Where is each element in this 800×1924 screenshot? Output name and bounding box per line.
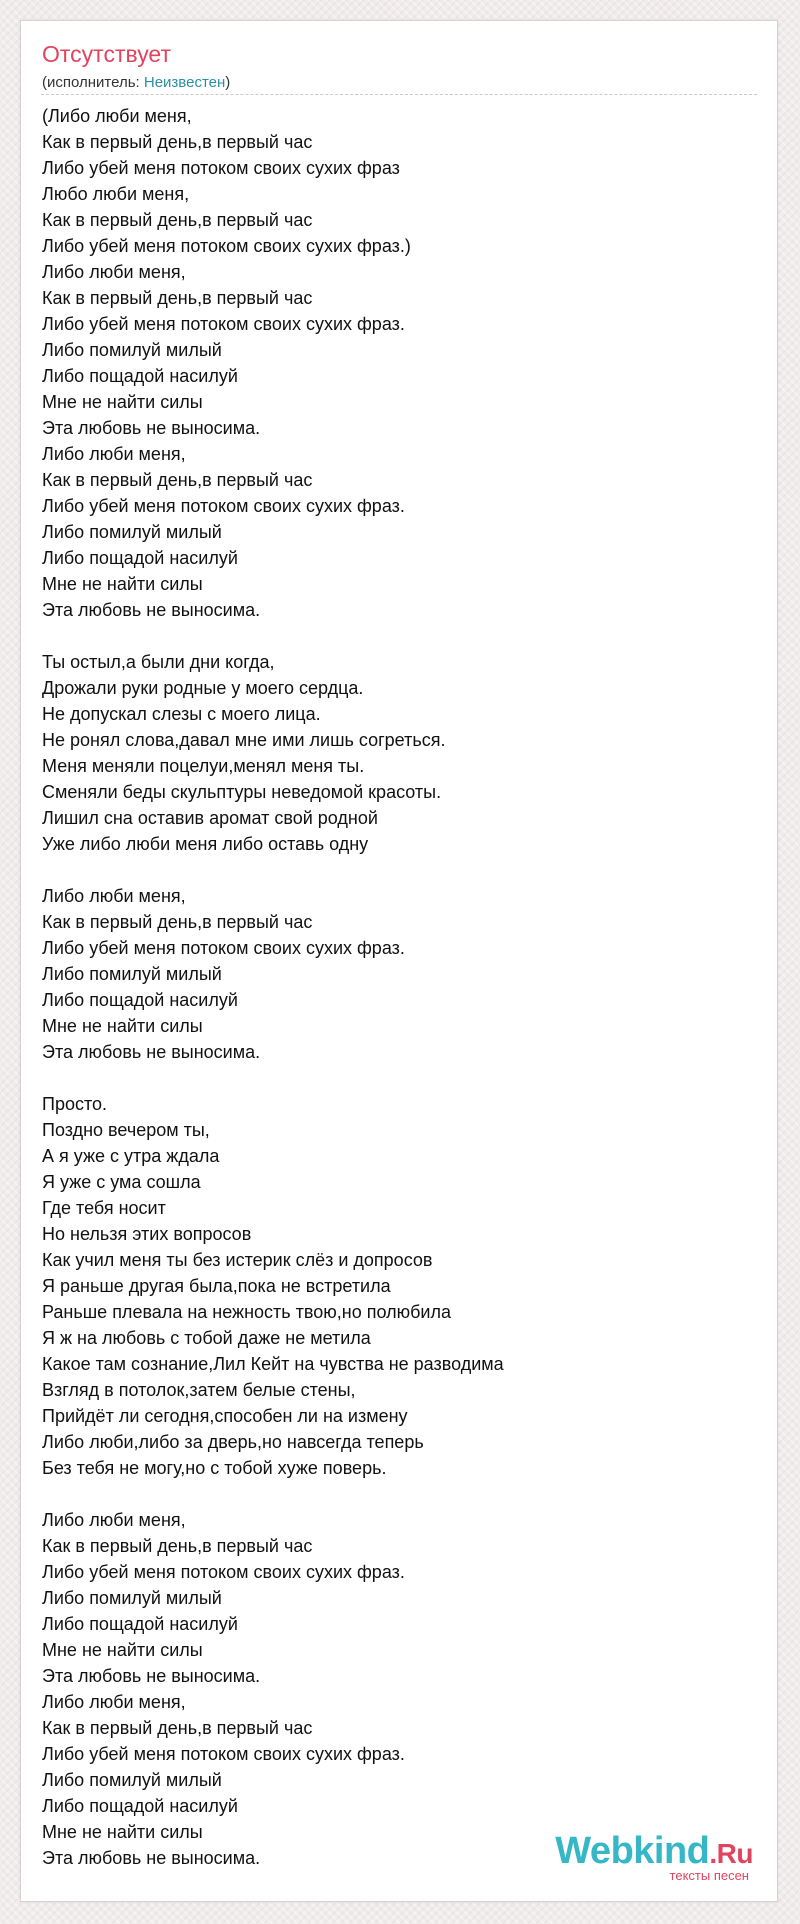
lyrics-line: Просто. bbox=[42, 1094, 108, 1114]
lyrics-line: Я раньше другая была,пока не встретила bbox=[42, 1276, 391, 1296]
lyrics-line: Либо убей меня потоком своих сухих фраз. bbox=[42, 314, 405, 334]
lyrics-line: Либо люби меня, bbox=[42, 886, 186, 906]
lyrics-line: Либо убей меня потоком своих сухих фраз. bbox=[42, 1562, 405, 1582]
artist-suffix: ) bbox=[225, 74, 231, 91]
lyrics-line: Дрожали руки родные у моего сердца. bbox=[42, 678, 364, 698]
lyrics-line: Я ж на любовь с тобой даже не метила bbox=[42, 1328, 371, 1348]
lyrics-line: Эта любовь не выносима. bbox=[42, 418, 261, 438]
lyrics-line: Как в первый день,в первый час bbox=[42, 912, 313, 932]
artist-link[interactable]: Неизвестен bbox=[143, 74, 226, 91]
lyrics-line: Мне не найти силы bbox=[42, 1016, 203, 1036]
lyrics-line: Взгляд в потолок,затем белые стены, bbox=[42, 1380, 356, 1400]
lyrics-line: Мне не найти силы bbox=[42, 1640, 203, 1660]
lyrics-line: Либо убей меня потоком своих сухих фраз. bbox=[42, 496, 405, 516]
lyrics-card bbox=[20, 20, 778, 1902]
lyrics-line: Эта любовь не выносима. bbox=[42, 1848, 261, 1868]
lyrics-line: Не ронял слова,давал мне ими лишь согреться. bbox=[42, 730, 446, 750]
lyrics-line: Либо пощадой насилуй bbox=[42, 366, 238, 386]
lyrics-line: Раньше плевала на нежность твою,но полюбила bbox=[42, 1302, 451, 1322]
lyrics-line: Мне не найти силы bbox=[42, 1822, 203, 1842]
lyrics-line: Без тебя не могу,но с тобой хуже поверь. bbox=[42, 1458, 387, 1478]
lyrics-line: Либо помилуй милый bbox=[42, 1770, 222, 1790]
lyrics-line: Либо помилуй милый bbox=[42, 340, 222, 360]
lyrics-blank-line bbox=[42, 1065, 742, 1091]
lyrics-line: Либо люби меня, bbox=[42, 1510, 186, 1530]
lyrics-line: Эта любовь не выносима. bbox=[42, 600, 261, 620]
lyrics-line: Ты остыл,а были дни когда, bbox=[42, 652, 275, 672]
lyrics-line: Любо люби меня, bbox=[42, 184, 190, 204]
lyrics-line: Либо помилуй милый bbox=[42, 1588, 222, 1608]
lyrics-line: А я уже с утра ждала bbox=[42, 1146, 220, 1166]
lyrics-blank-line bbox=[42, 1481, 742, 1507]
lyrics-line: Я уже с ума сошла bbox=[42, 1172, 201, 1192]
lyrics-line: Мне не найти силы bbox=[42, 392, 203, 412]
lyrics-line: Прийдёт ли сегодня,способен ли на измену bbox=[42, 1406, 408, 1426]
lyrics-line: Не допускал слезы с моего лица. bbox=[42, 704, 321, 724]
logo-tld: .Ru bbox=[709, 1838, 753, 1869]
lyrics-text bbox=[42, 103, 742, 1871]
lyrics-line: Либо пощадой насилуй bbox=[42, 990, 238, 1010]
lyrics-line: Лишил сна оставив аромат свой родной bbox=[42, 808, 378, 828]
logo-main-text: Webkind bbox=[555, 1830, 710, 1872]
lyrics-line: Меня меняли поцелуи,менял меня ты. bbox=[42, 756, 365, 776]
lyrics-line: Либо люби меня, bbox=[42, 1692, 186, 1712]
lyrics-line: Либо убей меня потоком своих сухих фраз. bbox=[42, 1744, 405, 1764]
lyrics-line: Как в первый день,в первый час bbox=[42, 1536, 313, 1556]
lyrics-line: Где тебя носит bbox=[42, 1198, 166, 1218]
lyrics-line: Какое там сознание,Лил Кейт на чувства не разводима bbox=[42, 1354, 504, 1374]
lyrics-line: Либо помилуй милый bbox=[42, 964, 222, 984]
lyrics-line: Эта любовь не выносима. bbox=[42, 1666, 261, 1686]
header-divider bbox=[41, 94, 757, 95]
lyrics-line: Либо пощадой насилуй bbox=[42, 548, 238, 568]
lyrics-line: Как в первый день,в первый час bbox=[42, 1718, 313, 1738]
lyrics-line: Как в первый день,в первый час bbox=[42, 288, 313, 308]
lyrics-line: Эта любовь не выносима. bbox=[42, 1042, 261, 1062]
lyrics-line: Сменяли беды скульптуры неведомой красоты. bbox=[42, 782, 442, 802]
lyrics-blank-line bbox=[42, 623, 742, 649]
lyrics-line: Либо убей меня потоком своих сухих фраз bbox=[42, 158, 400, 178]
lyrics-line: Как учил меня ты без истерик слёз и допросов bbox=[42, 1250, 433, 1270]
lyrics-line: Как в первый день,в первый час bbox=[42, 470, 313, 490]
logo-tagline: тексты песен bbox=[669, 1868, 749, 1883]
song-title: Отсутствует bbox=[42, 41, 171, 67]
lyrics-line: Поздно вечером ты, bbox=[42, 1120, 210, 1140]
lyrics-blank-line bbox=[42, 857, 742, 883]
artist-prefix: (исполнитель: bbox=[42, 74, 144, 91]
lyrics-line: Либо люби меня, bbox=[42, 262, 186, 282]
lyrics-line: Либо помилуй милый bbox=[42, 522, 222, 542]
lyrics-line: Но нельзя этих вопросов bbox=[42, 1224, 252, 1244]
lyrics-line: Как в первый день,в первый час bbox=[42, 132, 313, 152]
lyrics-line: Либо убей меня потоком своих сухих фраз.) bbox=[42, 236, 411, 256]
lyrics-line: Либо убей меня потоком своих сухих фраз. bbox=[42, 938, 405, 958]
artist-line bbox=[42, 74, 230, 91]
lyrics-line: Либо пощадой насилуй bbox=[42, 1614, 238, 1634]
lyrics-line: Как в первый день,в первый час bbox=[42, 210, 313, 230]
site-logo[interactable] bbox=[555, 1831, 753, 1883]
lyrics-line: Мне не найти силы bbox=[42, 574, 203, 594]
lyrics-line: Уже либо люби меня либо оставь одну bbox=[42, 834, 369, 854]
lyrics-line: (Либо люби меня, bbox=[42, 106, 192, 126]
lyrics-line: Либо люби меня, bbox=[42, 444, 186, 464]
lyrics-line: Либо люби,либо за дверь,но навсегда теперь bbox=[42, 1432, 424, 1452]
lyrics-line: Либо пощадой насилуй bbox=[42, 1796, 238, 1816]
